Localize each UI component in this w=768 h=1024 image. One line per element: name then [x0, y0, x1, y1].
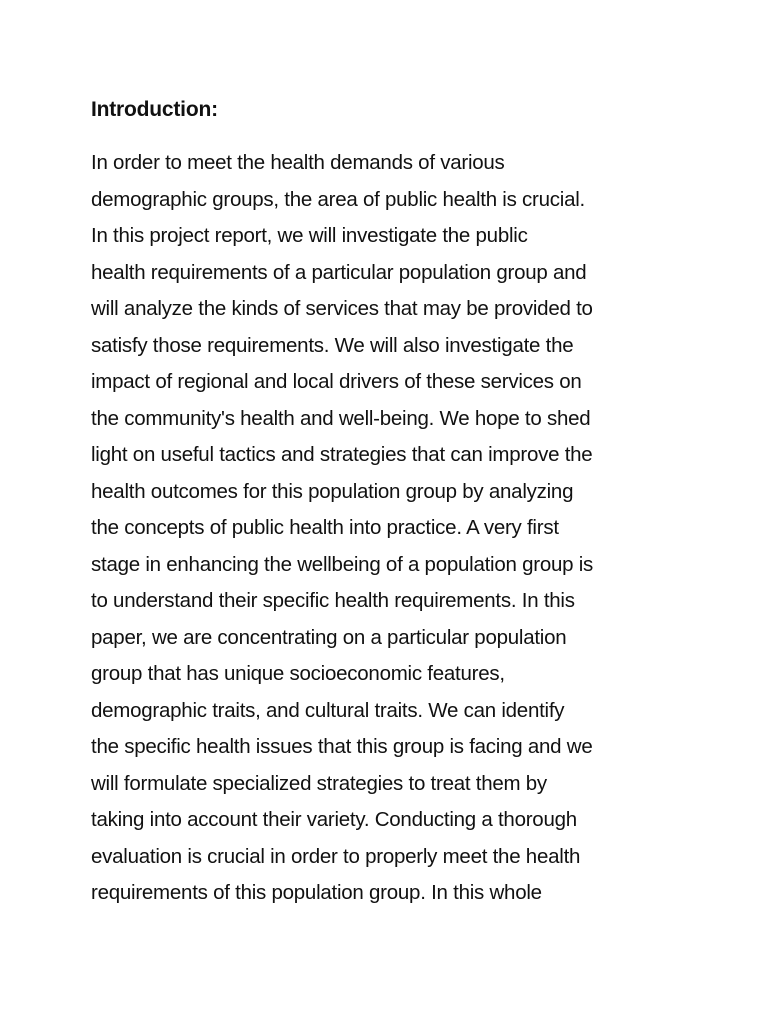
paragraph-line: taking into account their variety. Conducting a thorough — [91, 808, 577, 831]
body-paragraph — [91, 145, 691, 912]
paragraph-line: stage in enhancing the wellbeing of a population group is — [91, 552, 594, 576]
paragraph-line: the specific health issues that this group is facing and we — [91, 735, 593, 758]
paragraph-line: the concepts of public health into practice. A very first — [91, 516, 559, 539]
paragraph-line: impact of regional and local drivers of these services on — [91, 370, 582, 393]
paragraph-line: health outcomes for this population group by analyzing — [91, 479, 574, 503]
paragraph-line: paper, we are concentrating on a particular population — [91, 625, 567, 649]
paragraph-line: evaluation is crucial in order to properly meet the health — [91, 844, 581, 868]
paragraph-line: to understand their specific health requirements. In this — [91, 589, 575, 612]
paragraph-line: light on useful tactics and strategies that can improve the — [91, 443, 593, 466]
paragraph-line: health requirements of a particular population group and — [91, 260, 587, 284]
paragraph-line: demographic groups, the area of public health is crucial. — [91, 187, 585, 211]
document-page — [91, 96, 691, 912]
section-heading: Introduction: — [91, 98, 218, 121]
paragraph-line: will analyze the kinds of services that may be provided to — [91, 297, 593, 320]
paragraph-line: requirements of this population group. In this whole — [91, 881, 542, 904]
paragraph-line: satisfy those requirements. We will also investigate the — [91, 333, 574, 357]
paragraph-line: the community's health and well-being. We hope to shed — [91, 406, 591, 430]
paragraph-line: In order to meet the health demands of various — [91, 151, 505, 174]
paragraph-line: will formulate specialized strategies to treat them by — [91, 771, 547, 795]
paragraph-line: group that has unique socioeconomic features, — [91, 662, 505, 685]
paragraph-line: In this project report, we will investigate the public — [91, 224, 528, 247]
paragraph-line: demographic traits, and cultural traits. We can identify — [91, 698, 565, 722]
